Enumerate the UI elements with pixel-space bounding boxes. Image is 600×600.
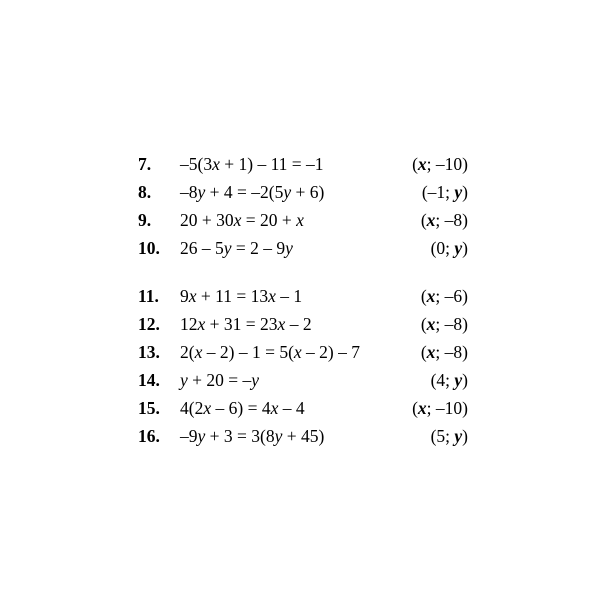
problem-row xyxy=(138,178,468,206)
equation: 26 – 5y = 2 – 9y xyxy=(180,238,293,258)
problem-row xyxy=(138,150,468,178)
problem-row xyxy=(138,206,468,234)
problem-number: 15. xyxy=(138,398,160,418)
equation: 2(x – 2) – 1 = 5(x – 2) – 7 xyxy=(180,342,360,362)
problem-row xyxy=(138,234,468,262)
answer: (x; –8) xyxy=(420,314,468,334)
equation: –9y + 3 = 3(8y + 45) xyxy=(180,426,325,446)
answer: (x; –8) xyxy=(420,342,468,362)
problem-number: 7. xyxy=(138,154,152,174)
answer: (x; –10) xyxy=(412,398,468,418)
answer: (4; y) xyxy=(430,370,468,390)
equation: 4(2x – 6) = 4x – 4 xyxy=(180,398,305,418)
answer: (5; y) xyxy=(430,426,468,446)
answer: (x; –8) xyxy=(420,210,468,230)
equation: 20 + 30x = 20 + x xyxy=(180,210,304,230)
answer: (0; y) xyxy=(430,238,468,258)
problem-row xyxy=(138,282,468,310)
problem-number: 13. xyxy=(138,342,160,362)
problem-number: 10. xyxy=(138,238,160,258)
problem-row xyxy=(138,338,468,366)
problem-row xyxy=(138,422,468,450)
problem-number: 12. xyxy=(138,314,160,334)
problem-group-2 xyxy=(138,282,468,450)
answer: (–1; y) xyxy=(421,182,468,202)
problem-row xyxy=(138,394,468,422)
equation: –5(3x + 1) – 11 = –1 xyxy=(180,154,324,174)
problem-number: 8. xyxy=(138,182,152,202)
answer: (x; –10) xyxy=(412,154,468,174)
problem-number: 14. xyxy=(138,370,160,390)
equation: –8y + 4 = –2(5y + 6) xyxy=(180,182,325,202)
equation: 9x + 11 = 13x – 1 xyxy=(180,286,303,306)
problem-group-1 xyxy=(138,150,468,262)
problem-row xyxy=(138,366,468,394)
equation: 12x + 31 = 23x – 2 xyxy=(180,314,312,334)
answer: (x; –6) xyxy=(420,286,468,306)
problem-number: 9. xyxy=(138,210,152,230)
equation: y + 20 = –y xyxy=(180,370,260,390)
problem-number: 11. xyxy=(138,286,159,306)
problem-number: 16. xyxy=(138,426,160,446)
problem-row xyxy=(138,310,468,338)
